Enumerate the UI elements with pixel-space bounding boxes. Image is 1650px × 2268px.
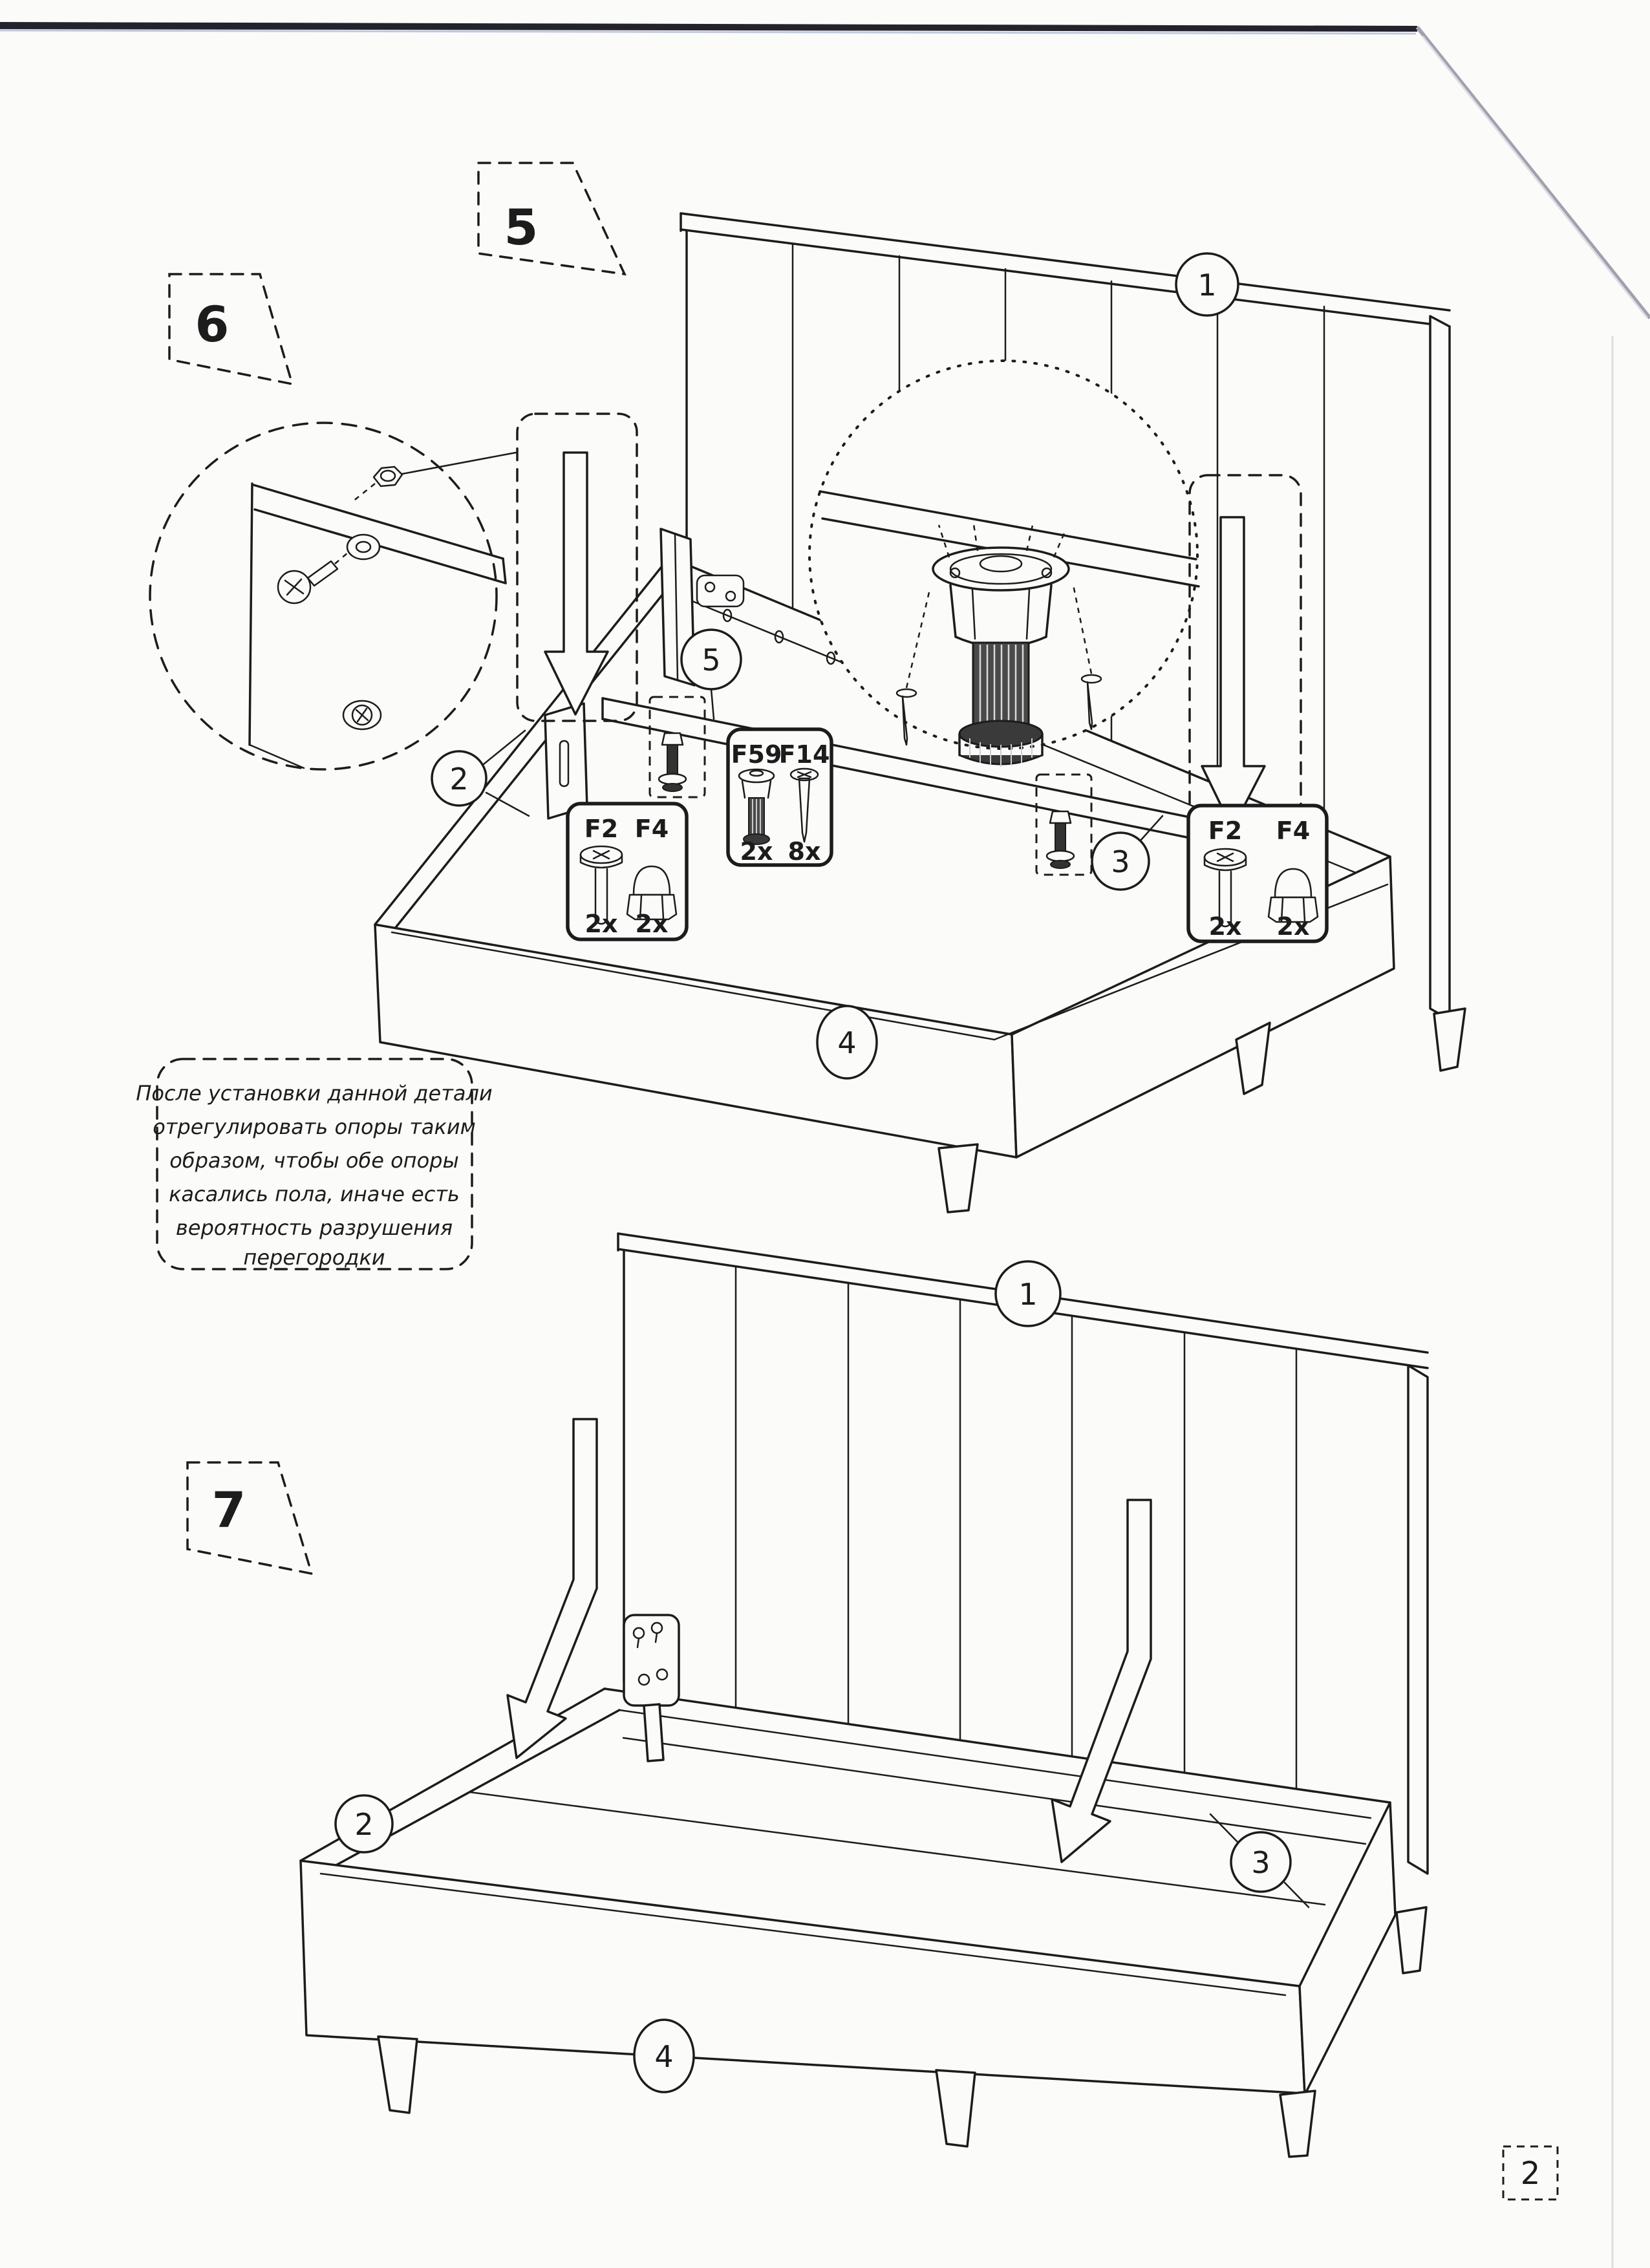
callout-4: [634, 2020, 694, 2092]
svg-text:4: 4: [654, 2039, 674, 2074]
hardware-box-left: [568, 804, 687, 939]
bed-leg: [1434, 1009, 1465, 1071]
hardware-qty: 2x: [584, 910, 618, 938]
bed-leg: [378, 2037, 417, 2113]
step6-number: 6: [195, 295, 230, 353]
svg-text:4: 4: [837, 1025, 857, 1060]
callout-1: [996, 1261, 1060, 1326]
diagram-step5-assembly: [136, 213, 1465, 1270]
callout-2: [336, 1795, 392, 1852]
hardware-qty: 8x: [788, 837, 821, 866]
hardware-code: F4: [1276, 817, 1311, 845]
note-line: образом, чтобы обе опоры: [169, 1148, 459, 1173]
hardware-qty: 2x: [1208, 912, 1242, 941]
svg-text:2: 2: [354, 1807, 374, 1842]
hardware-code: F2: [584, 815, 619, 843]
note-line: касались пола, иначе есть: [169, 1182, 460, 1206]
hardware-qty: 2x: [740, 837, 773, 866]
hardware-box-center: [728, 729, 831, 866]
note-line: вероятность разрушения: [175, 1215, 453, 1240]
step7-outline: [188, 1462, 312, 1574]
hardware-qty: 2x: [635, 910, 669, 938]
page-number-value: 2: [1520, 2156, 1541, 2192]
hardware-code: F2: [1208, 817, 1243, 845]
step-marker-6: [169, 274, 292, 384]
note-line: После установки данной детали: [136, 1081, 493, 1106]
note-box: [136, 1059, 492, 1270]
scan-fold-line: [1417, 27, 1650, 318]
svg-text:5: 5: [702, 643, 721, 678]
svg-text:1: 1: [1197, 268, 1217, 303]
hardware-qty: 2x: [1276, 912, 1310, 941]
step-marker-7: [188, 1462, 312, 1574]
screw-head-icon: [343, 701, 381, 729]
svg-text:3: 3: [1251, 1845, 1270, 1880]
diagram-step7-assembly: [301, 1234, 1428, 2157]
washer-icon: [347, 535, 380, 559]
bed-leg: [936, 2070, 975, 2146]
hardware-code: F14: [778, 740, 830, 769]
svg-text:1: 1: [1018, 1277, 1038, 1312]
step-marker-5: [478, 163, 625, 274]
bed-leg: [939, 1144, 978, 1212]
step5-number: 5: [504, 198, 539, 256]
hardware-code: F59: [731, 740, 782, 769]
detail-circle: [150, 423, 516, 769]
note-line: перегородки: [243, 1245, 385, 1270]
callout-4: [817, 1006, 877, 1078]
bed-leg: [1397, 1907, 1426, 1973]
step6-outline: [169, 274, 292, 384]
page-number: [1503, 2146, 1558, 2199]
step7-number: 7: [211, 1481, 246, 1539]
hardware-box-right: [1188, 806, 1327, 941]
svg-text:2: 2: [449, 762, 469, 797]
bed-leg: [1280, 2091, 1315, 2157]
step5-outline: [478, 163, 625, 274]
callout-1: [1176, 253, 1238, 316]
svg-text:3: 3: [1111, 844, 1130, 879]
note-line: отрегулировать опоры таким: [153, 1115, 476, 1139]
mounting-bracket-small: [697, 575, 744, 606]
hardware-code: F4: [634, 815, 669, 843]
